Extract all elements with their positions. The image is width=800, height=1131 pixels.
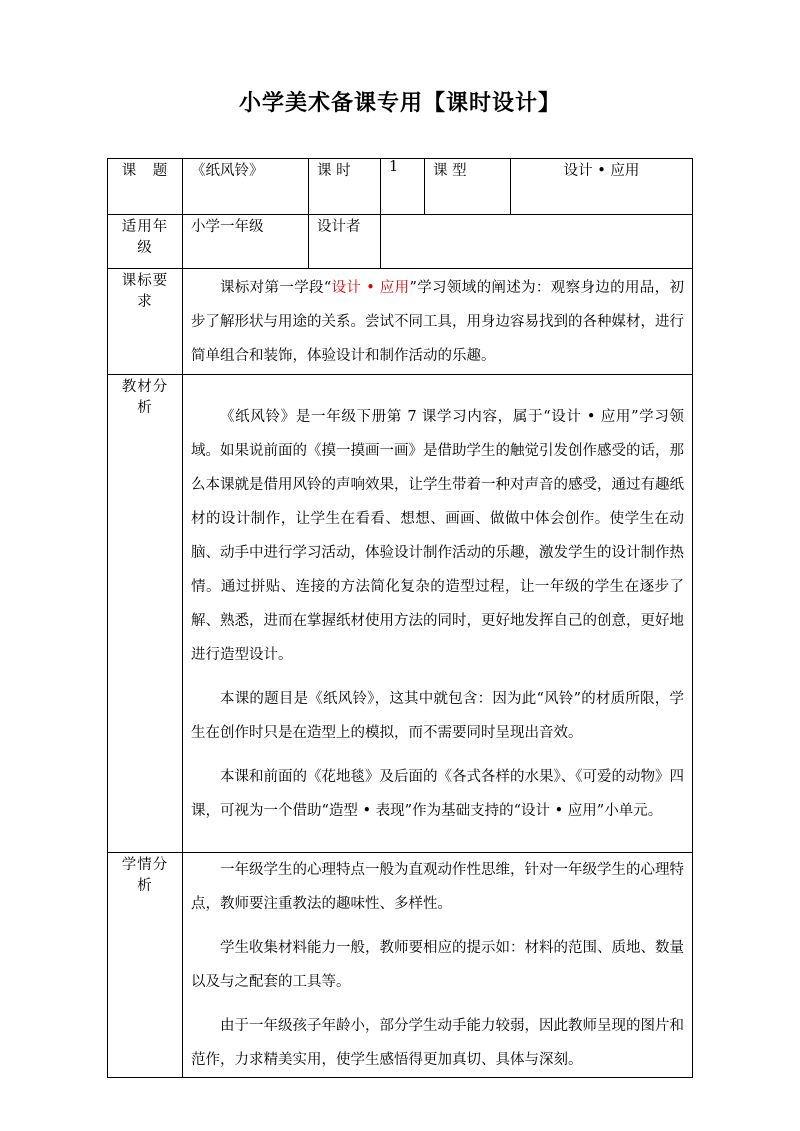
grade-row xyxy=(108,215,693,269)
period-label: 课 时 xyxy=(309,159,381,215)
standard-text xyxy=(191,271,684,373)
material-label: 教材分析 xyxy=(108,375,183,853)
material-row xyxy=(108,375,693,853)
student-content xyxy=(183,853,693,1078)
designer-value xyxy=(381,215,693,269)
topic-label: 课 题 xyxy=(108,159,183,215)
topic-value: 《纸风铃》 xyxy=(183,159,309,215)
standard-text-after: ”学习领域的阐述为：观察身边的用品，初步了解形状与用途的关系。尝试不同工具，用身边容易找到的各种媒材，进行简单组合和装饰，体验设计和制作活动的乐趣。 xyxy=(191,279,684,364)
student-label: 学情分析 xyxy=(108,853,183,1078)
material-paragraph-2: 本课的题目是《纸风铃》，这其中就包含：因为此“风铃”的材质所限，学生在创作时只是在造型上的模拟，而不需要同时呈现出音效。 xyxy=(191,690,684,741)
designer-label: 设计者 xyxy=(309,215,381,269)
type-label: 课 型 xyxy=(425,159,511,215)
material-paragraph-3: 本课和前面的《花地毯》及后面的《各式各样的水果》、《可爱的动物》四课，可视为一个借助“造型 • 表现”作为基础支持的“设计 • 应用”小单元。 xyxy=(191,768,684,819)
page-title: 小学美术备课专用【课时设计】 xyxy=(238,91,561,116)
standard-label: 课标要求 xyxy=(108,269,183,375)
student-paragraph-3: 由于一年级孩子年龄小，部分学生动手能力较弱，因此教师呈现的图片和范作，力求精美实用，使学生感悟得更加真切、具体与深刻。 xyxy=(191,1018,684,1068)
type-value: 设计 • 应用 xyxy=(511,159,693,215)
student-paragraph-1: 一年级学生的心理特点一般为直观动作性思维，针对一年级学生的心理特点，教师要注重教法的趣味性、多样性。 xyxy=(191,862,684,912)
period-value: 1 xyxy=(381,159,425,215)
standard-highlight: 设计 • 应用 xyxy=(331,279,410,296)
material-paragraph-1: 《纸风铃》是一年级下册第 7 课学习内容，属于“设计 • 应用”学习领域。如果说前面的《摸一摸画一画》是借助学生的触觉引发创作感受的话，那么本课就是借用风铃的声响效果，让学生带着一种对声音的感受，通过有趣纸材的设计制作，让学生在看看、想想、画画、做做中体会创作。使学生在动脑、动手中进行学习活动，体验设计制作活动的乐趣，激发学生的设计制作热情。通过拼贴、连接的方法简化复杂的造型过程，让一年级的学生在逐步了解、熟悉，进而在掌握纸材使用方法的同时，更好地发挥自己的创意，更好地进行造型设计。 xyxy=(191,408,684,663)
lesson-plan-table xyxy=(107,158,693,1078)
grade-label: 适用年级 xyxy=(108,215,183,269)
material-content xyxy=(183,375,693,853)
student-row xyxy=(108,853,693,1078)
header-row xyxy=(108,159,693,215)
student-paragraph-2: 学生收集材料能力一般，教师要相应的提示如：材料的范围、质地、数量以及与之配套的工具等。 xyxy=(191,940,684,990)
standard-content xyxy=(183,269,693,375)
grade-value: 小学一年级 xyxy=(183,215,309,269)
standard-text-before: 课标对第一学段“ xyxy=(220,279,332,296)
standard-row xyxy=(108,269,693,375)
